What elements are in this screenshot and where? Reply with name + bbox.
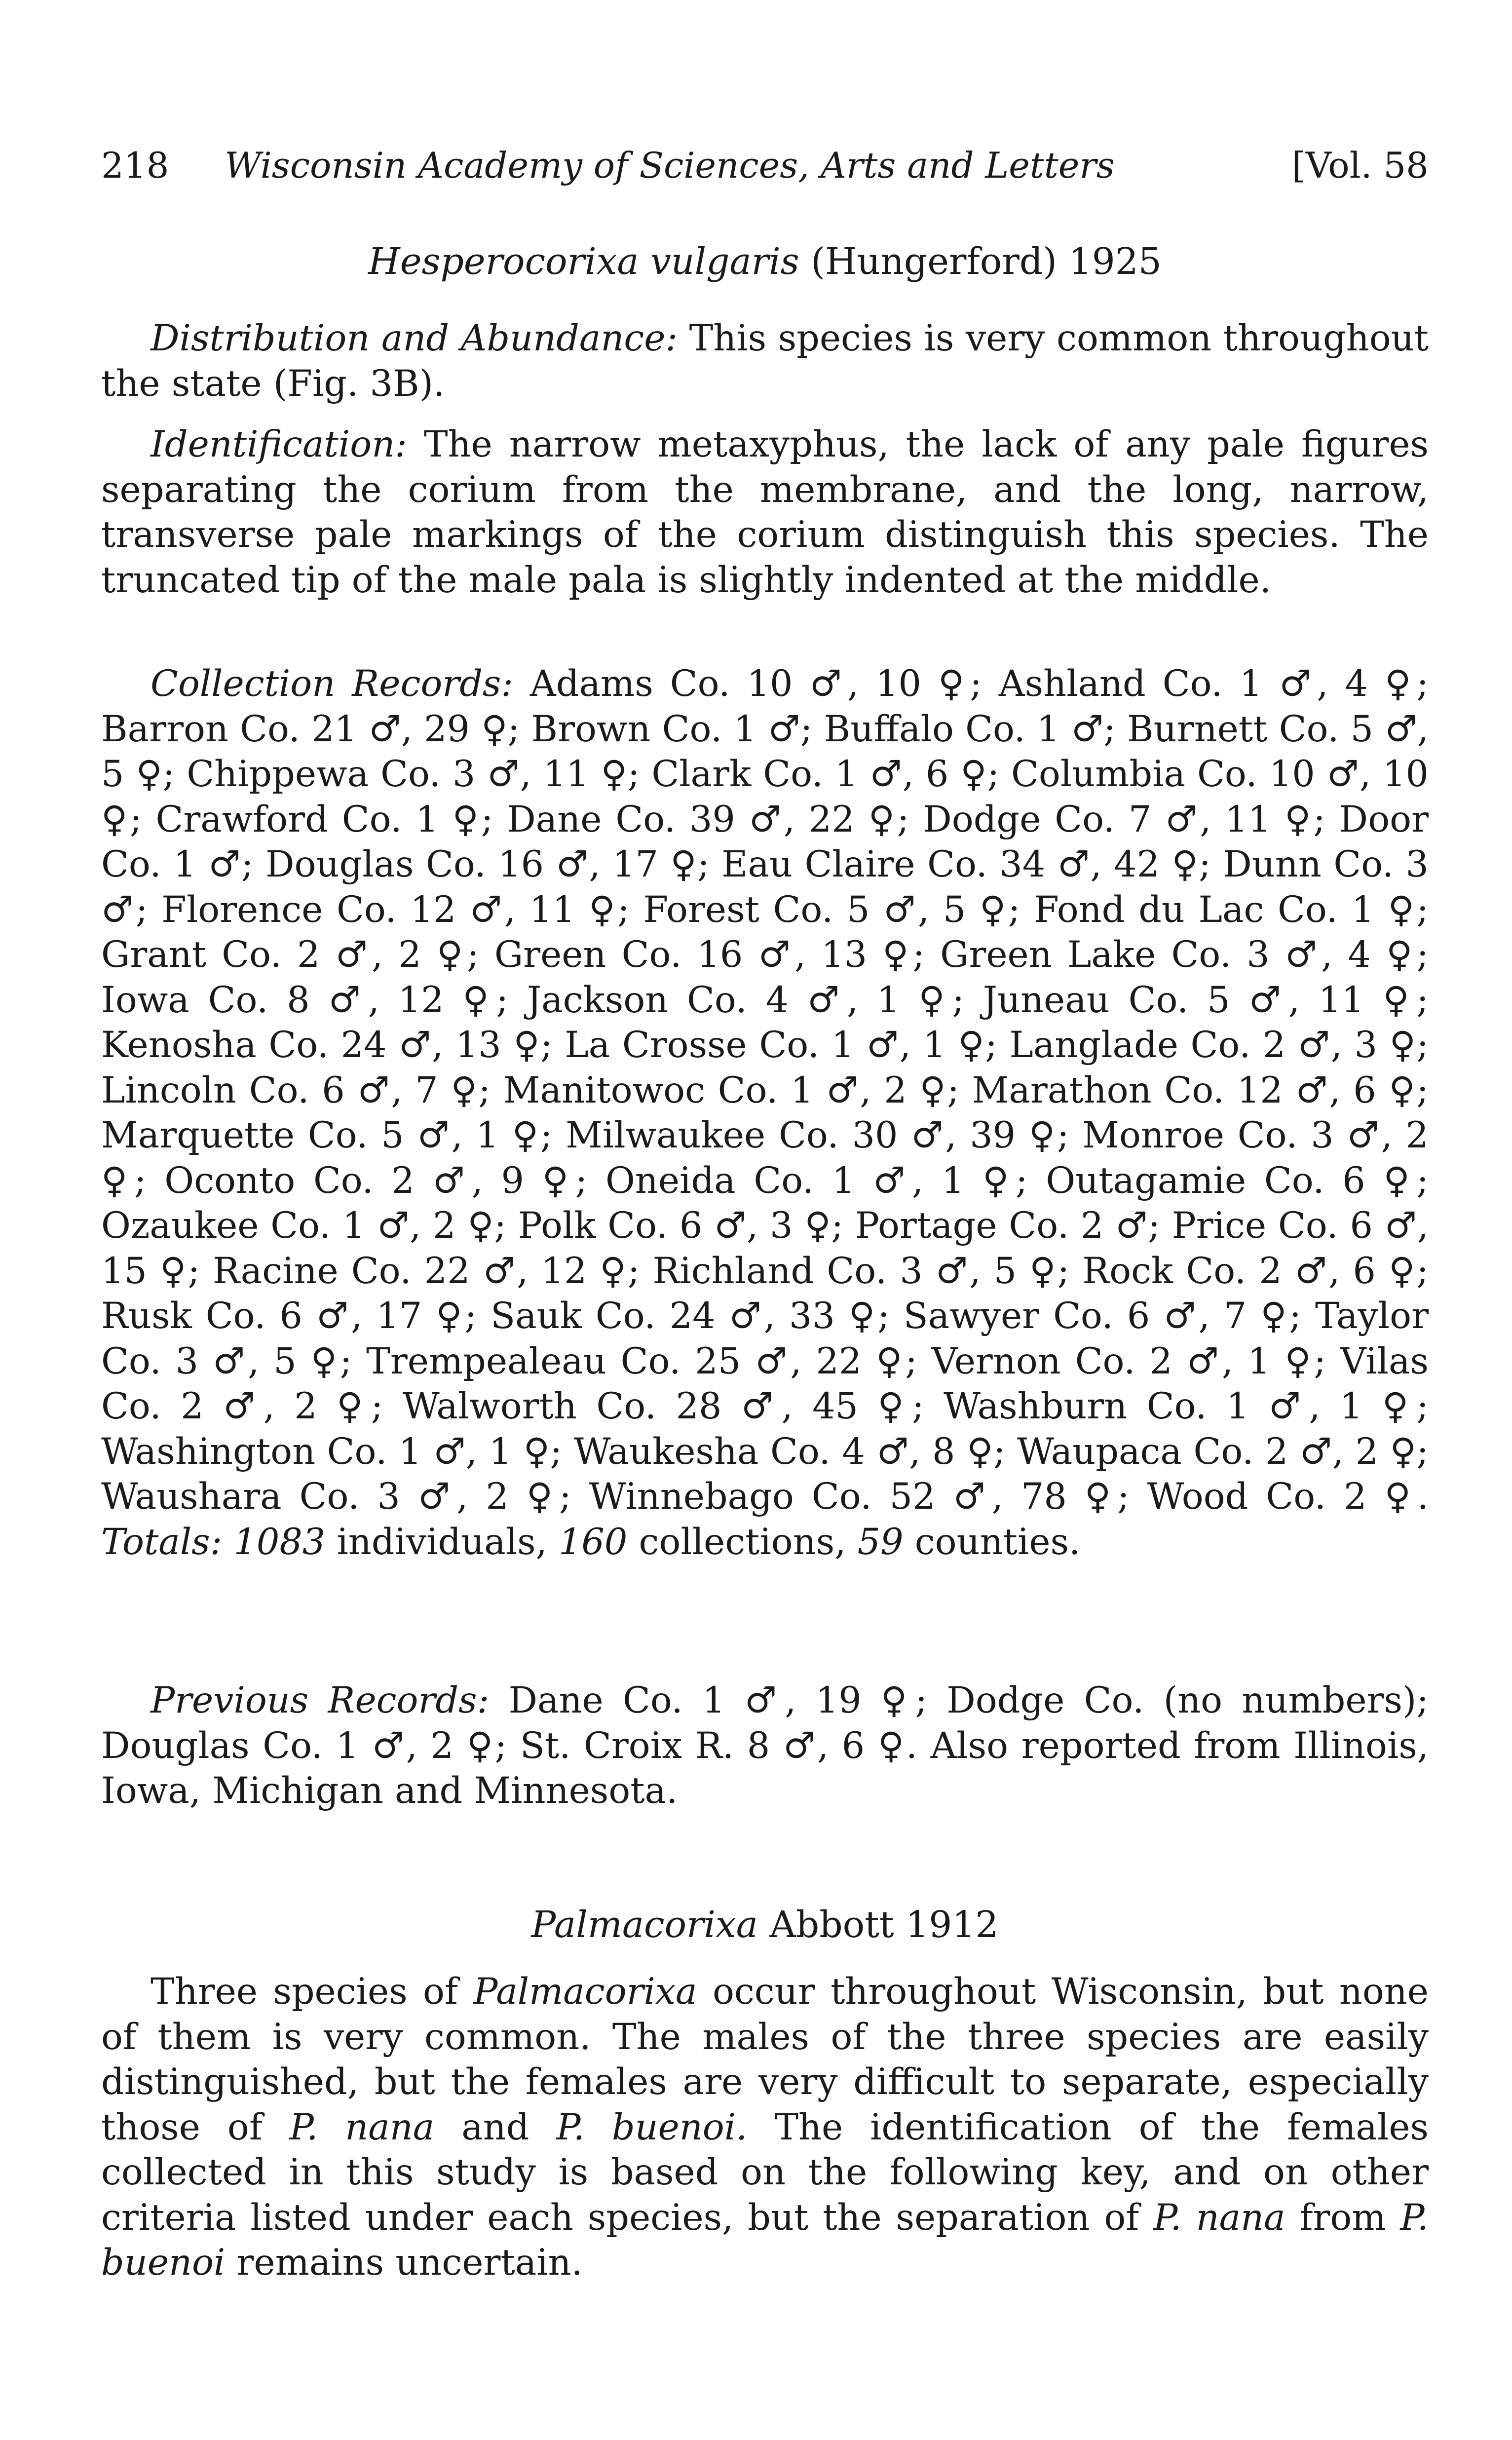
identification-label: Identification: [151, 423, 407, 465]
identification-text: The narrow metaxyphus, the lack of any pale figures separating the corium from the membrane, and the long, narrow, transverse pale markings of the corium distinguish this species. The truncated tip of the male pala is slightly indented at the middle. [101, 423, 1429, 601]
volume-label: [Vol. 58 [1291, 145, 1429, 186]
page-number: 218 [101, 145, 169, 186]
totals-label: Totals: [101, 1521, 223, 1563]
document-page [101, 0, 1429, 2440]
journal-title: Wisconsin Academy of Sciences, Arts and Letters [225, 145, 1115, 186]
species-heading [101, 237, 1429, 286]
distribution-paragraph [101, 316, 1429, 406]
distribution-label: Distribution and Abundance: [151, 317, 678, 359]
totals-counties: 59 [857, 1521, 904, 1563]
intro-text-5: from [1285, 2196, 1400, 2239]
intro-genus: Palmacorixa [473, 1971, 697, 2013]
totals-collections: 160 [558, 1521, 628, 1563]
genus-heading [101, 1900, 1429, 1949]
intro-text-2: occur throughout Wisconsin, but none of them is very common. The males of the three species are easily distinguished, but the females are very difficult to separate, especially those of [101, 1971, 1429, 2148]
totals-collections-word: collections, [627, 1521, 858, 1563]
intro-species-buenoi-2: P. buenoi [101, 2196, 1429, 2284]
intro-species-nana: P. nana [289, 2106, 435, 2148]
collection-records-label: Collection Records: [151, 663, 513, 705]
totals-counties-word: counties. [903, 1521, 1081, 1563]
distribution-text: This species is very common throughout the state (Fig. 3B). [101, 317, 1429, 405]
species-author-year: (Hungerford) 1925 [799, 240, 1162, 283]
running-head [101, 138, 1429, 192]
intro-species-nana-2: P. nana [1153, 2196, 1285, 2239]
collection-records-text: Adams Co. 10 ♂, 10 ♀; Ashland Co. 1 ♂, 4 ♀; Barron Co. 21 ♂, 29 ♀; Brown Co. 1 ♂; Buffalo Co. 1 ♂; Burnett Co. 5 ♂, 5 ♀; Chippewa Co. 3 ♂, 11 ♀; Clark Co. 1 ♂, 6 ♀; Columbia Co. 10 ♂, 10 ♀; Crawford Co. 1 ♀; Dane Co. 39 ♂, 22 ♀; Dodge Co. 7 ♂, 11 ♀; Door Co. 1 ♂; Douglas Co. 16 ♂, 17 ♀; Eau Claire Co. 34 ♂, 42 ♀; Dunn Co. 3 ♂; Florence Co. 12 ♂, 11 ♀; Forest Co. 5 ♂, 5 ♀; Fond du Lac Co. 1 ♀; Grant Co. 2 ♂, 2 ♀; Green Co. 16 ♂, 13 ♀; Green Lake Co. 3 ♂, 4 ♀; Iowa Co. 8 ♂, 12 ♀; Jackson Co. 4 ♂, 1 ♀; Juneau Co. 5 ♂, 11 ♀; Kenosha Co. 24 ♂, 13 ♀; La Crosse Co. 1 ♂, 1 ♀; Langlade Co. 2 ♂, 3 ♀; Lincoln Co. 6 ♂, 7 ♀; Manitowoc Co. 1 ♂, 2 ♀; Marathon Co. 12 ♂, 6 ♀; Marquette Co. 5 ♂, 1 ♀; Milwaukee Co. 30 ♂, 39 ♀; Monroe Co. 3 ♂, 2 ♀; Oconto Co. 2 ♂, 9 ♀; Oneida Co. 1 ♂, 1 ♀; Outagamie Co. 6 ♀; Ozaukee Co. 1 ♂, 2 ♀; Polk Co. 6 ♂, 3 ♀; Portage Co. 2 ♂; Price Co. 6 ♂, 15 ♀; Racine Co. 22 ♂, 12 ♀; Richland Co. 3 ♂, 5 ♀; Rock Co. 2 ♂, 6 ♀; Rusk Co. 6 ♂, 17 ♀; Sauk Co. 24 ♂, 33 ♀; Sawyer Co. 6 ♂, 7 ♀; Taylor Co. 3 ♂, 5 ♀; Trempealeau Co. 25 ♂, 22 ♀; Vernon Co. 2 ♂, 1 ♀; Vilas Co. 2 ♂, 2 ♀; Walworth Co. 28 ♂, 45 ♀; Washburn Co. 1 ♂, 1 ♀; Washington Co. 1 ♂, 1 ♀; Waukesha Co. 4 ♂, 8 ♀; Waupaca Co. 2 ♂, 2 ♀; Waushara Co. 3 ♂, 2 ♀; Winnebago Co. 52 ♂, 78 ♀; Wood Co. 2 ♀. [101, 663, 1429, 1518]
previous-records-label: Previous Records: [151, 1679, 490, 1721]
species-name: Hesperocorixa vulgaris [368, 240, 799, 283]
previous-records-paragraph [101, 1678, 1429, 1814]
collection-records-paragraph [101, 661, 1429, 1564]
intro-species-buenoi: P. buenoi. [556, 2106, 748, 2148]
previous-records-text: Dane Co. 1 ♂, 19 ♀; Dodge Co. (no numbers); Douglas Co. 1 ♂, 2 ♀; St. Croix R. 8 ♂, 6 ♀. Also reported from Illinois, Iowa, Michigan and Minnesota. [101, 1679, 1429, 1812]
identification-paragraph [101, 422, 1429, 603]
totals-individuals: 1083 [233, 1521, 326, 1563]
intro-text-4: The identification of the females collected in this study is based on the following key, and on other criteria listed under each species, but the separation of [101, 2106, 1429, 2239]
genus-author-year: Abbott 1912 [757, 1904, 999, 1946]
intro-text-3: and [434, 2106, 557, 2148]
intro-text-1: Three species of [151, 1971, 474, 2013]
totals-individuals-word: individuals, [325, 1521, 559, 1563]
genus-name: Palmacorixa [531, 1904, 758, 1946]
palmacorixa-intro-paragraph [101, 1969, 1429, 2286]
intro-text-6: remains uncertain. [225, 2242, 583, 2284]
